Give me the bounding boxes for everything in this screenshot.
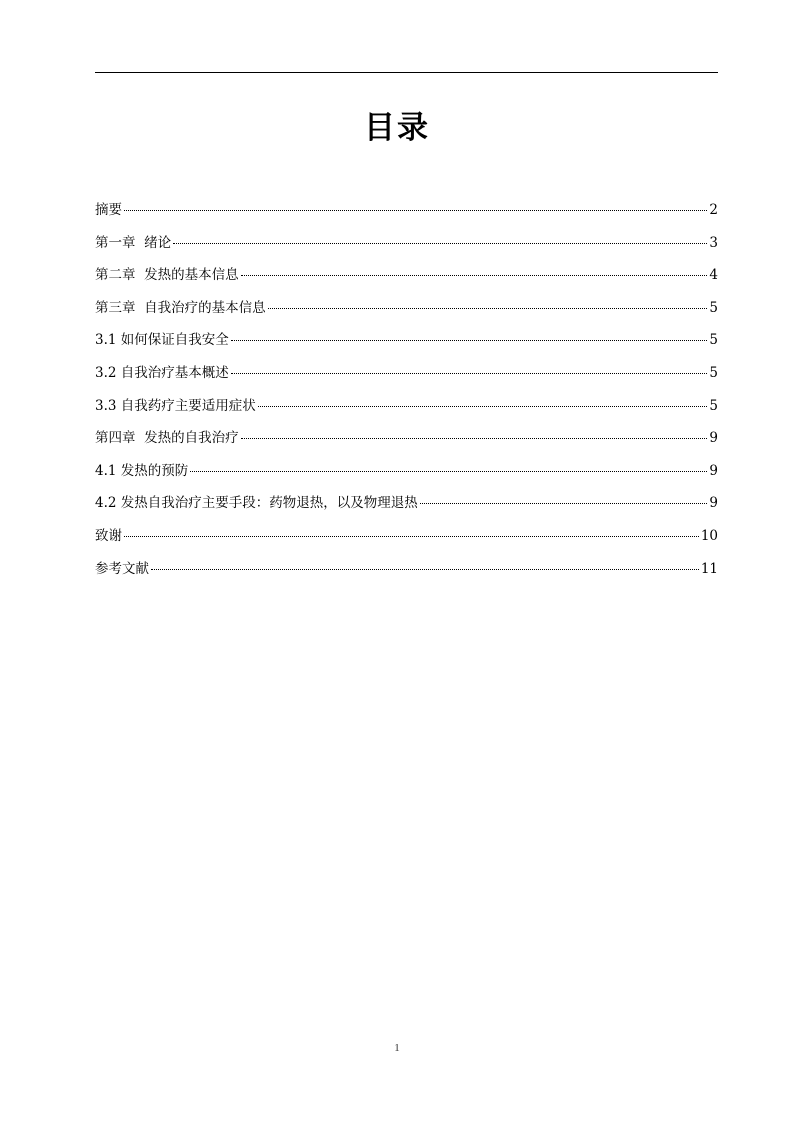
toc-dot-leader (124, 209, 707, 211)
toc-dot-leader (190, 470, 707, 472)
toc-entry-chapter-3[interactable] (95, 295, 718, 328)
toc-entry-label: 第一章 绪论 (95, 234, 172, 251)
toc-entry-label: 4.1 发热的预防 (95, 462, 189, 479)
page-title: 目录 (364, 110, 430, 146)
toc-entry-label: 3.2 自我治疗基本概述 (95, 364, 229, 381)
toc-entry-label: 致谢 (95, 527, 122, 544)
toc-entry-label: 摘要 (95, 202, 122, 218)
toc-entry-label: 4.2 发热自我治疗主要手段：药物退热，以及物理退热 (95, 495, 418, 512)
toc-entry-page: 9 (709, 430, 718, 447)
toc-entry-page: 10 (700, 527, 718, 544)
toc-entry-section-4-1[interactable] (95, 458, 718, 491)
toc-dot-leader (173, 242, 707, 244)
header-rule (95, 72, 718, 73)
toc-entry-section-3-1[interactable] (95, 327, 718, 360)
toc-dot-leader (231, 372, 708, 374)
toc-dot-leader (258, 405, 708, 407)
toc-dot-leader (420, 502, 708, 504)
toc-entry-label: 第四章 发热的自我治疗 (95, 430, 239, 447)
toc-entry-page: 11 (700, 560, 718, 577)
toc-dot-leader (124, 535, 699, 537)
toc-entry-page: 3 (709, 234, 718, 251)
toc-dot-leader (268, 307, 708, 309)
toc-dot-leader (151, 568, 699, 570)
toc-entry-section-3-3[interactable] (95, 393, 718, 426)
toc-entry-page: 5 (709, 332, 718, 349)
toc-entry-label: 3.1 如何保证自我安全 (95, 332, 229, 349)
toc-dot-leader (231, 339, 708, 341)
toc-entry-chapter-1[interactable] (95, 230, 718, 263)
table-of-contents (95, 197, 718, 588)
toc-entry-label: 参考文献 (95, 560, 149, 577)
toc-entry-section-4-2[interactable] (95, 490, 718, 523)
toc-entry-acknowledgements[interactable] (95, 523, 718, 556)
toc-dot-leader (241, 437, 708, 439)
toc-entry-page: 4 (709, 267, 718, 284)
toc-entry-section-3-2[interactable] (95, 360, 718, 393)
toc-entry-label: 第二章 发热的基本信息 (95, 267, 239, 284)
toc-entry-page: 5 (709, 397, 718, 414)
toc-entry-abstract[interactable] (95, 197, 718, 230)
toc-entry-chapter-2[interactable] (95, 262, 718, 295)
toc-entry-page: 9 (709, 462, 718, 479)
footer-page-number: 1 (394, 1042, 400, 1054)
toc-entry-page: 5 (709, 299, 718, 316)
toc-dot-leader (241, 274, 708, 276)
toc-entry-page: 2 (709, 202, 718, 218)
toc-entry-label: 3.3 自我药疗主要适用症状 (95, 397, 256, 414)
toc-entry-page: 5 (709, 364, 718, 381)
toc-entry-label: 第三章 自我治疗的基本信息 (95, 299, 266, 316)
toc-entry-chapter-4[interactable] (95, 425, 718, 458)
toc-entry-references[interactable] (95, 556, 718, 589)
toc-entry-page: 9 (709, 495, 718, 512)
